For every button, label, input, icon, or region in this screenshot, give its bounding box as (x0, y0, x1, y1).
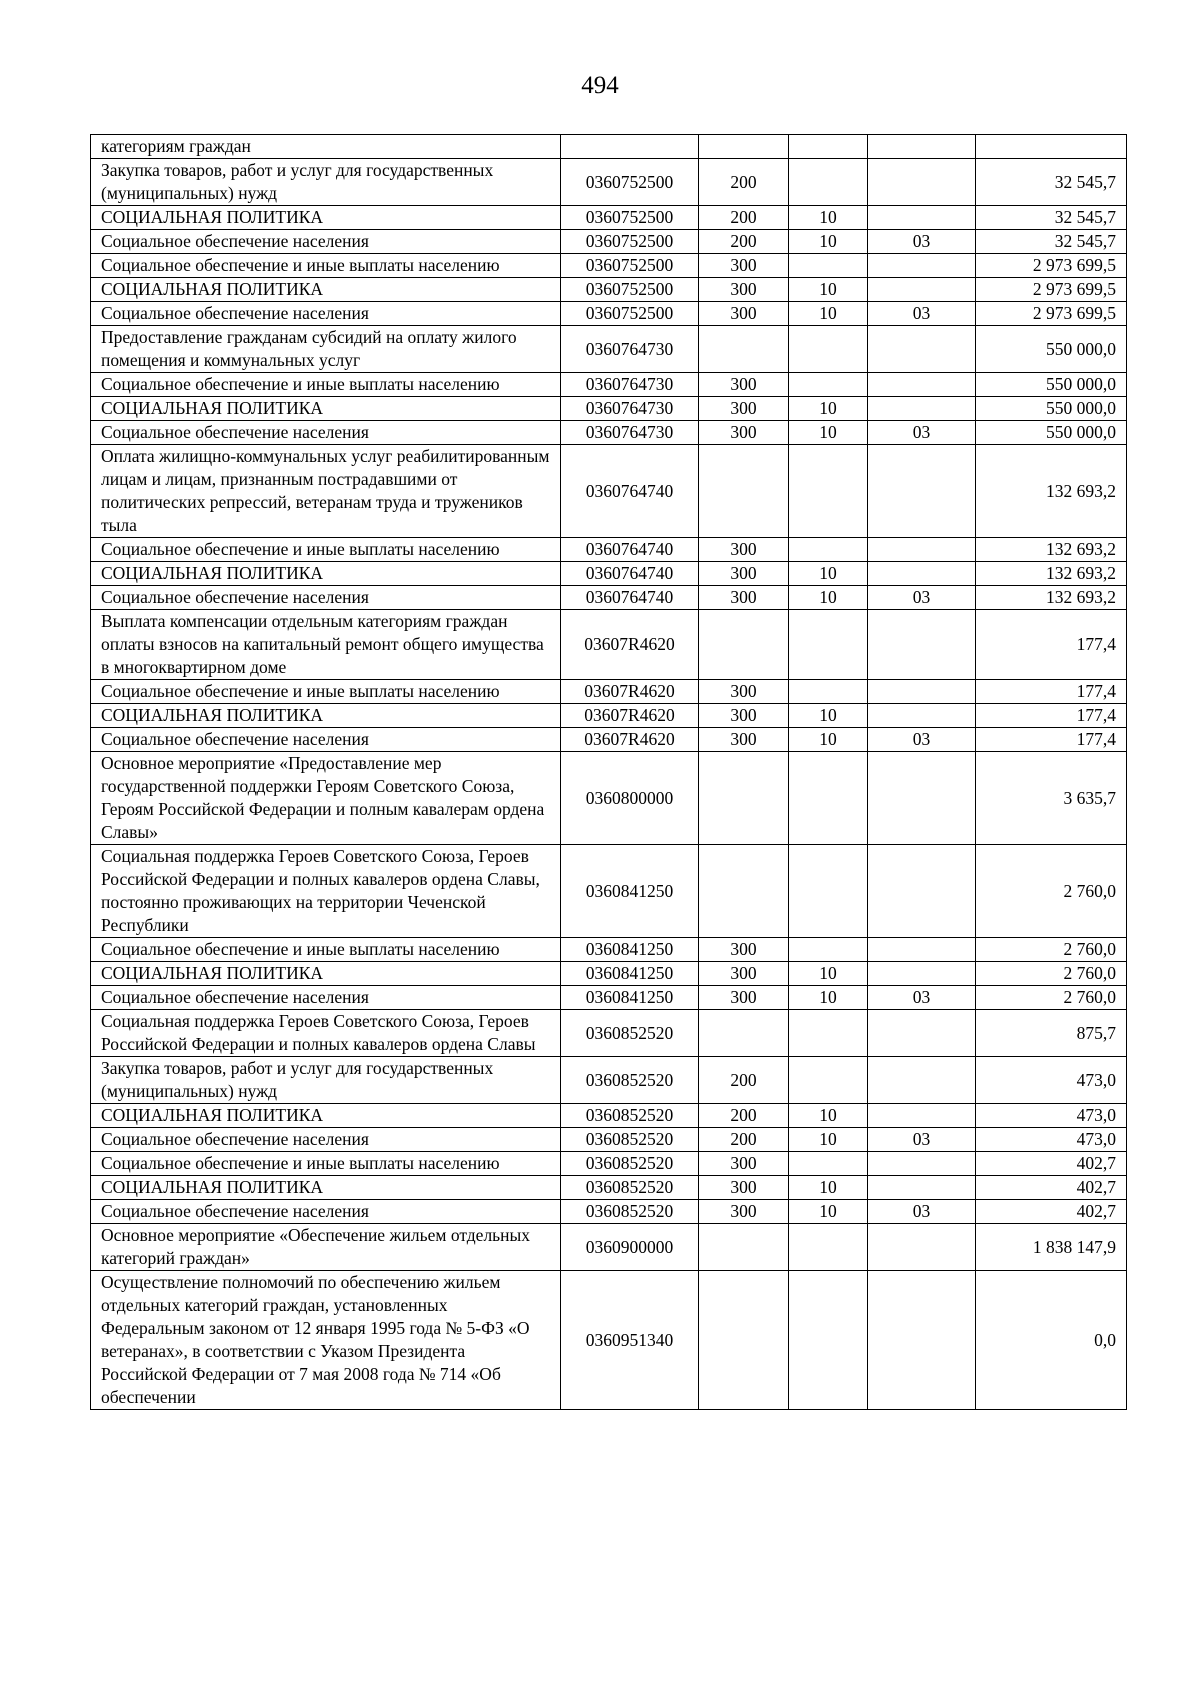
row-expense-type-cell: 300 (699, 704, 789, 728)
row-sum-cell: 402,7 (976, 1176, 1127, 1200)
row-code-cell: 0360764730 (561, 326, 699, 373)
table-row (91, 680, 1127, 704)
row-section-cell (789, 1224, 868, 1271)
row-code-cell: 0360752500 (561, 254, 699, 278)
row-name-cell: Оплата жилищно-коммунальных услуг реабилитированным лицам и лицам, признанным пострадавшими от политических репрессий, ветеранам труда и тружеников тыла (91, 445, 561, 538)
row-expense-type-cell: 300 (699, 586, 789, 610)
row-subsection-cell (868, 1010, 976, 1057)
row-expense-type-cell (699, 326, 789, 373)
row-code-cell: 0360800000 (561, 752, 699, 845)
table-row (91, 962, 1127, 986)
row-expense-type-cell: 300 (699, 397, 789, 421)
row-code-cell: 0360852520 (561, 1176, 699, 1200)
row-code-cell: 0360764730 (561, 397, 699, 421)
table-row (91, 938, 1127, 962)
row-section-cell: 10 (789, 230, 868, 254)
table-row (91, 278, 1127, 302)
row-name-cell: Предоставление гражданам субсидий на оплату жилого помещения и коммунальных услуг (91, 326, 561, 373)
row-sum-cell: 0,0 (976, 1271, 1127, 1410)
row-name-cell: Осуществление полномочий по обеспечению жильем отдельных категорий граждан, установленных Федеральным законом от 12 января 1995 года № 5-ФЗ «О ветеранах», в соответствии с Указом Президента Российской Федерации от 7 мая 2008 года № 714 «Об обеспечении (91, 1271, 561, 1410)
row-sum-cell: 550 000,0 (976, 373, 1127, 397)
row-code-cell: 0360764730 (561, 421, 699, 445)
row-sum-cell: 2 760,0 (976, 986, 1127, 1010)
row-subsection-cell (868, 1152, 976, 1176)
row-section-cell: 10 (789, 278, 868, 302)
row-sum-cell: 2 760,0 (976, 845, 1127, 938)
row-section-cell (789, 845, 868, 938)
row-subsection-cell: 03 (868, 1200, 976, 1224)
row-code-cell: 0360752500 (561, 278, 699, 302)
row-expense-type-cell: 300 (699, 680, 789, 704)
row-subsection-cell (868, 938, 976, 962)
row-name-cell: Социальное обеспечение населения (91, 421, 561, 445)
row-subsection-cell (868, 1176, 976, 1200)
row-sum-cell: 132 693,2 (976, 562, 1127, 586)
table-row (91, 326, 1127, 373)
row-subsection-cell (868, 562, 976, 586)
row-sum-cell: 550 000,0 (976, 421, 1127, 445)
table-row (91, 1152, 1127, 1176)
row-name-cell: Социальное обеспечение и иные выплаты населению (91, 1152, 561, 1176)
row-code-cell: 0360841250 (561, 938, 699, 962)
row-name-cell: Социальное обеспечение населения (91, 230, 561, 254)
row-subsection-cell: 03 (868, 986, 976, 1010)
row-name-cell: Социальное обеспечение населения (91, 586, 561, 610)
row-subsection-cell (868, 704, 976, 728)
row-sum-cell: 32 545,7 (976, 206, 1127, 230)
row-section-cell: 10 (789, 728, 868, 752)
row-sum-cell: 875,7 (976, 1010, 1127, 1057)
row-section-cell (789, 445, 868, 538)
row-name-cell: Закупка товаров, работ и услуг для государственных (муниципальных) нужд (91, 1057, 561, 1104)
row-section-cell: 10 (789, 986, 868, 1010)
row-expense-type-cell: 300 (699, 562, 789, 586)
row-name-cell: категориям граждан (91, 135, 561, 159)
row-subsection-cell: 03 (868, 421, 976, 445)
table-row (91, 421, 1127, 445)
row-expense-type-cell (699, 135, 789, 159)
row-section-cell: 10 (789, 1176, 868, 1200)
row-subsection-cell (868, 326, 976, 373)
table-row (91, 397, 1127, 421)
row-sum-cell: 473,0 (976, 1057, 1127, 1104)
row-subsection-cell (868, 538, 976, 562)
row-sum-cell: 2 973 699,5 (976, 278, 1127, 302)
row-section-cell (789, 938, 868, 962)
row-subsection-cell (868, 680, 976, 704)
row-section-cell: 10 (789, 1104, 868, 1128)
row-expense-type-cell (699, 445, 789, 538)
row-section-cell (789, 159, 868, 206)
row-name-cell: СОЦИАЛЬНАЯ ПОЛИТИКА (91, 1176, 561, 1200)
row-expense-type-cell: 300 (699, 278, 789, 302)
row-expense-type-cell: 300 (699, 986, 789, 1010)
row-sum-cell: 177,4 (976, 680, 1127, 704)
table-row (91, 586, 1127, 610)
row-section-cell (789, 373, 868, 397)
row-code-cell: 0360852520 (561, 1200, 699, 1224)
row-code-cell: 03607R4620 (561, 680, 699, 704)
row-expense-type-cell: 300 (699, 373, 789, 397)
table-row (91, 206, 1127, 230)
row-expense-type-cell: 200 (699, 230, 789, 254)
row-name-cell: СОЦИАЛЬНАЯ ПОЛИТИКА (91, 206, 561, 230)
row-name-cell: Социальное обеспечение и иные выплаты населению (91, 680, 561, 704)
row-sum-cell: 550 000,0 (976, 326, 1127, 373)
row-name-cell: Социальная поддержка Героев Советского Союза, Героев Российской Федерации и полных кавалеров ордена Славы (91, 1010, 561, 1057)
table-row (91, 445, 1127, 538)
row-sum-cell: 32 545,7 (976, 230, 1127, 254)
row-code-cell: 0360764740 (561, 445, 699, 538)
row-expense-type-cell (699, 610, 789, 680)
budget-table (90, 134, 1127, 1410)
table-row (91, 728, 1127, 752)
row-subsection-cell (868, 1271, 976, 1410)
row-expense-type-cell: 200 (699, 206, 789, 230)
row-code-cell: 0360752500 (561, 206, 699, 230)
row-sum-cell: 132 693,2 (976, 586, 1127, 610)
table-row (91, 845, 1127, 938)
row-code-cell (561, 135, 699, 159)
row-sum-cell: 177,4 (976, 610, 1127, 680)
row-name-cell: Социальное обеспечение населения (91, 1200, 561, 1224)
page-number: 494 (581, 72, 619, 99)
row-section-cell: 10 (789, 1128, 868, 1152)
row-code-cell: 03607R4620 (561, 728, 699, 752)
row-expense-type-cell (699, 1271, 789, 1410)
row-name-cell: СОЦИАЛЬНАЯ ПОЛИТИКА (91, 962, 561, 986)
row-section-cell (789, 326, 868, 373)
row-section-cell: 10 (789, 586, 868, 610)
row-code-cell: 0360852520 (561, 1128, 699, 1152)
row-code-cell: 0360852520 (561, 1152, 699, 1176)
table-row (91, 1104, 1127, 1128)
row-code-cell: 0360764740 (561, 538, 699, 562)
row-code-cell: 0360764730 (561, 373, 699, 397)
row-code-cell: 0360852520 (561, 1010, 699, 1057)
table-row (91, 538, 1127, 562)
row-section-cell (789, 254, 868, 278)
row-expense-type-cell: 300 (699, 728, 789, 752)
row-code-cell: 0360852520 (561, 1104, 699, 1128)
row-name-cell: Социальное обеспечение и иные выплаты населению (91, 538, 561, 562)
table-row (91, 1010, 1127, 1057)
row-subsection-cell (868, 752, 976, 845)
row-section-cell: 10 (789, 302, 868, 326)
row-section-cell: 10 (789, 421, 868, 445)
row-expense-type-cell: 200 (699, 159, 789, 206)
row-sum-cell: 177,4 (976, 704, 1127, 728)
row-expense-type-cell: 200 (699, 1128, 789, 1152)
row-code-cell: 0360951340 (561, 1271, 699, 1410)
row-subsection-cell (868, 962, 976, 986)
row-name-cell: Выплата компенсации отдельным категориям граждан оплаты взносов на капитальный ремонт общего имущества в многоквартирном доме (91, 610, 561, 680)
row-name-cell: Основное мероприятие «Обеспечение жильем отдельных категорий граждан» (91, 1224, 561, 1271)
row-name-cell: СОЦИАЛЬНАЯ ПОЛИТИКА (91, 562, 561, 586)
row-subsection-cell (868, 397, 976, 421)
row-subsection-cell (868, 610, 976, 680)
row-name-cell: СОЦИАЛЬНАЯ ПОЛИТИКА (91, 704, 561, 728)
row-code-cell: 0360841250 (561, 962, 699, 986)
row-section-cell (789, 135, 868, 159)
table-row (91, 1057, 1127, 1104)
row-expense-type-cell (699, 1010, 789, 1057)
row-subsection-cell (868, 1104, 976, 1128)
row-subsection-cell (868, 135, 976, 159)
row-code-cell: 03607R4620 (561, 610, 699, 680)
row-sum-cell: 2 973 699,5 (976, 254, 1127, 278)
row-sum-cell: 473,0 (976, 1104, 1127, 1128)
row-code-cell: 0360752500 (561, 159, 699, 206)
row-code-cell: 0360841250 (561, 986, 699, 1010)
row-code-cell: 03607R4620 (561, 704, 699, 728)
row-name-cell: Социальное обеспечение населения (91, 1128, 561, 1152)
table-row (91, 1271, 1127, 1410)
row-code-cell: 0360900000 (561, 1224, 699, 1271)
table-row (91, 752, 1127, 845)
row-subsection-cell (868, 159, 976, 206)
row-section-cell: 10 (789, 1200, 868, 1224)
row-name-cell: Социальное обеспечение населения (91, 986, 561, 1010)
row-section-cell (789, 538, 868, 562)
row-section-cell (789, 1057, 868, 1104)
row-code-cell: 0360752500 (561, 302, 699, 326)
row-name-cell: Основное мероприятие «Предоставление мер государственной поддержки Героям Советского Союза, Героям Российской Федерации и полным кавалерам ордена Славы» (91, 752, 561, 845)
row-section-cell (789, 610, 868, 680)
row-subsection-cell: 03 (868, 302, 976, 326)
row-subsection-cell (868, 254, 976, 278)
row-name-cell: Закупка товаров, работ и услуг для государственных (муниципальных) нужд (91, 159, 561, 206)
row-subsection-cell (868, 206, 976, 230)
row-subsection-cell (868, 845, 976, 938)
table-row (91, 254, 1127, 278)
row-subsection-cell: 03 (868, 728, 976, 752)
row-subsection-cell (868, 1224, 976, 1271)
row-section-cell (789, 752, 868, 845)
row-name-cell: СОЦИАЛЬНАЯ ПОЛИТИКА (91, 278, 561, 302)
row-section-cell: 10 (789, 962, 868, 986)
row-expense-type-cell (699, 752, 789, 845)
budget-table-body (91, 135, 1127, 1410)
row-code-cell: 0360764740 (561, 586, 699, 610)
table-row (91, 1200, 1127, 1224)
row-sum-cell: 473,0 (976, 1128, 1127, 1152)
row-section-cell: 10 (789, 397, 868, 421)
row-sum-cell: 1 838 147,9 (976, 1224, 1127, 1271)
row-name-cell: СОЦИАЛЬНАЯ ПОЛИТИКА (91, 397, 561, 421)
table-row (91, 704, 1127, 728)
table-row (91, 159, 1127, 206)
table-row (91, 230, 1127, 254)
row-expense-type-cell (699, 1224, 789, 1271)
row-expense-type-cell: 300 (699, 421, 789, 445)
row-expense-type-cell: 300 (699, 938, 789, 962)
row-sum-cell (976, 135, 1127, 159)
row-expense-type-cell: 200 (699, 1104, 789, 1128)
row-sum-cell: 402,7 (976, 1200, 1127, 1224)
table-row (91, 1128, 1127, 1152)
row-section-cell (789, 1271, 868, 1410)
row-subsection-cell: 03 (868, 1128, 976, 1152)
row-expense-type-cell: 300 (699, 1176, 789, 1200)
row-subsection-cell: 03 (868, 230, 976, 254)
row-subsection-cell (868, 1057, 976, 1104)
row-section-cell: 10 (789, 562, 868, 586)
table-row (91, 986, 1127, 1010)
table-row (91, 1224, 1127, 1271)
table-row (91, 610, 1127, 680)
row-subsection-cell (868, 278, 976, 302)
row-section-cell: 10 (789, 206, 868, 230)
row-code-cell: 0360764740 (561, 562, 699, 586)
row-section-cell (789, 680, 868, 704)
row-expense-type-cell (699, 845, 789, 938)
row-section-cell: 10 (789, 704, 868, 728)
table-row (91, 373, 1127, 397)
row-code-cell: 0360841250 (561, 845, 699, 938)
row-sum-cell: 3 635,7 (976, 752, 1127, 845)
row-sum-cell: 550 000,0 (976, 397, 1127, 421)
row-name-cell: СОЦИАЛЬНАЯ ПОЛИТИКА (91, 1104, 561, 1128)
row-expense-type-cell: 200 (699, 1057, 789, 1104)
row-name-cell: Социальное обеспечение и иные выплаты населению (91, 938, 561, 962)
row-name-cell: Социальная поддержка Героев Советского Союза, Героев Российской Федерации и полных кавалеров ордена Славы, постоянно проживающих на территории Чеченской Республики (91, 845, 561, 938)
row-expense-type-cell: 300 (699, 302, 789, 326)
row-expense-type-cell: 300 (699, 538, 789, 562)
row-sum-cell: 32 545,7 (976, 159, 1127, 206)
row-expense-type-cell: 300 (699, 1200, 789, 1224)
table-row (91, 135, 1127, 159)
row-subsection-cell: 03 (868, 586, 976, 610)
row-section-cell (789, 1152, 868, 1176)
row-name-cell: Социальное обеспечение населения (91, 728, 561, 752)
row-expense-type-cell: 300 (699, 254, 789, 278)
table-row (91, 1176, 1127, 1200)
row-subsection-cell (868, 373, 976, 397)
row-expense-type-cell: 300 (699, 1152, 789, 1176)
table-row (91, 562, 1127, 586)
row-sum-cell: 132 693,2 (976, 538, 1127, 562)
table-row (91, 302, 1127, 326)
row-sum-cell: 2 973 699,5 (976, 302, 1127, 326)
row-sum-cell: 2 760,0 (976, 962, 1127, 986)
row-name-cell: Социальное обеспечение и иные выплаты населению (91, 254, 561, 278)
row-subsection-cell (868, 445, 976, 538)
row-expense-type-cell: 300 (699, 962, 789, 986)
row-name-cell: Социальное обеспечение и иные выплаты населению (91, 373, 561, 397)
row-code-cell: 0360852520 (561, 1057, 699, 1104)
row-sum-cell: 177,4 (976, 728, 1127, 752)
row-sum-cell: 2 760,0 (976, 938, 1127, 962)
row-name-cell: Социальное обеспечение населения (91, 302, 561, 326)
row-code-cell: 0360752500 (561, 230, 699, 254)
row-sum-cell: 132 693,2 (976, 445, 1127, 538)
row-section-cell (789, 1010, 868, 1057)
row-sum-cell: 402,7 (976, 1152, 1127, 1176)
